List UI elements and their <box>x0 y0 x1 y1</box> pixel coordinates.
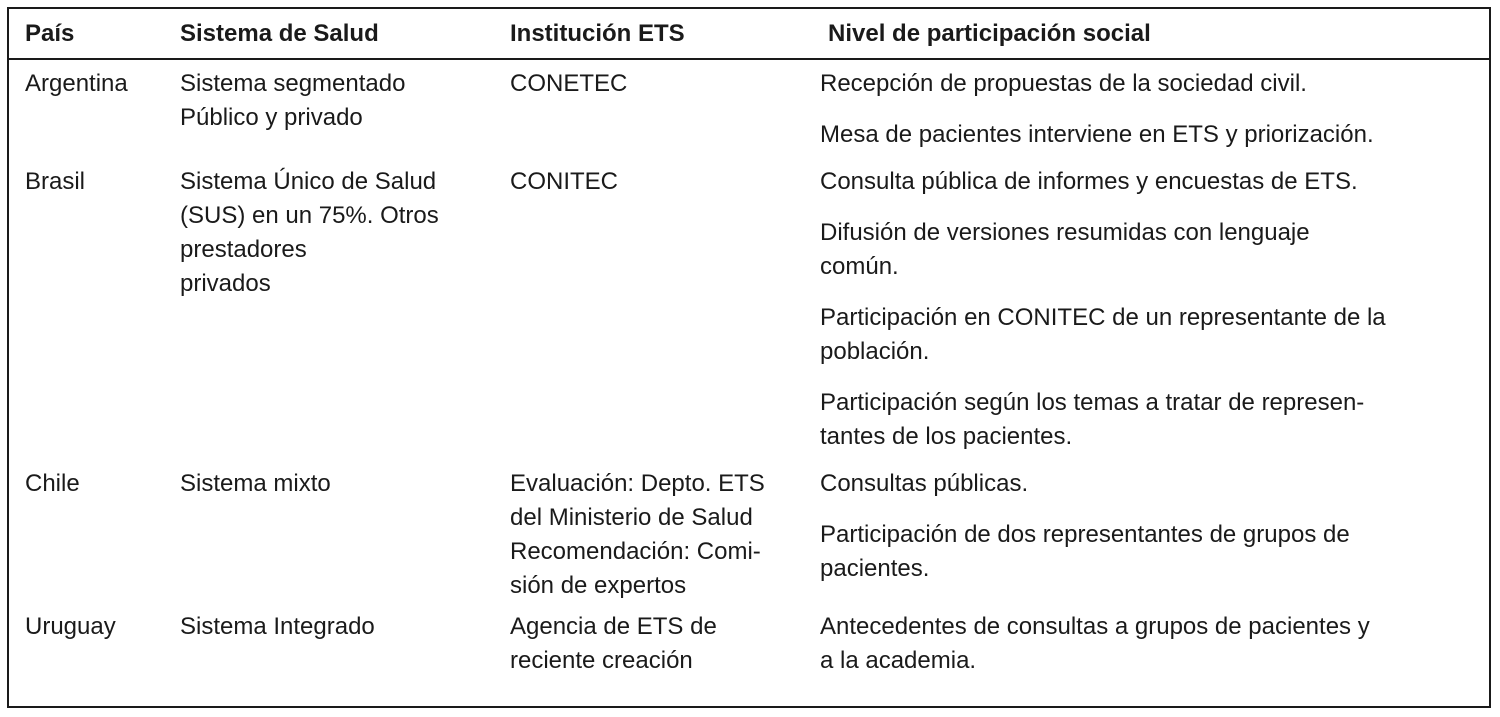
cell-institution-line: Agencia de ETS de <box>510 613 717 640</box>
participation-item <box>820 386 1481 460</box>
table-body <box>9 59 1489 684</box>
cell-participation <box>812 460 1489 603</box>
participation-item <box>820 67 1481 118</box>
cell-institution-line: sión de expertos <box>510 572 687 599</box>
header-country: País <box>9 9 164 59</box>
participation-item <box>820 518 1481 592</box>
cell-health-system <box>164 59 494 158</box>
participation-line: Participación de dos representantes de grupos de <box>820 521 1350 548</box>
cell-health-system <box>164 460 494 603</box>
participation-line: tantes de los pacientes. <box>820 423 1073 450</box>
table-row <box>9 158 1489 460</box>
header-participation: Nivel de participación social <box>812 9 1489 59</box>
cell-health-system-line: Sistema mixto <box>180 470 331 497</box>
participation-line: común. <box>820 253 899 280</box>
participation-line: Consulta pública de informes y encuestas de ETS. <box>820 168 1358 195</box>
cell-health-system-line: Público y privado <box>180 104 363 131</box>
cell-institution <box>494 460 812 603</box>
cell-health-system-line: privados <box>180 270 271 297</box>
cell-institution <box>494 603 812 684</box>
participation-item <box>820 118 1481 158</box>
participation-line: Recepción de propuestas de la sociedad civil. <box>820 70 1307 97</box>
header-health-system: Sistema de Salud <box>164 9 494 59</box>
table-row <box>9 460 1489 603</box>
participation-item <box>820 610 1481 684</box>
cell-country: Chile <box>25 470 80 497</box>
cell-health-system-line: (SUS) en un 75%. Otros <box>180 202 439 229</box>
participation-item <box>820 467 1481 518</box>
cell-institution-line: CONETEC <box>510 70 628 97</box>
table-header <box>9 9 1489 59</box>
participation-line: Difusión de versiones resumidas con lenguaje <box>820 219 1310 246</box>
cell-institution-line: del Ministerio de Salud <box>510 504 753 531</box>
cell-institution <box>494 158 812 460</box>
table-row <box>9 59 1489 158</box>
participation-line: Participación en CONITEC de un representante de la <box>820 304 1386 331</box>
cell-institution-line: Evaluación: Depto. ETS <box>510 470 765 497</box>
participation-line: Mesa de pacientes interviene en ETS y priorización. <box>820 121 1374 148</box>
cell-country: Uruguay <box>25 613 116 640</box>
cell-health-system-line: Sistema segmentado <box>180 70 406 97</box>
cell-country: Brasil <box>25 168 86 195</box>
cell-institution-line: Recomendación: Comi- <box>510 538 761 565</box>
participation-line: Participación según los temas a tratar de represen- <box>820 389 1365 416</box>
cell-participation <box>812 603 1489 684</box>
participation-line: pacientes. <box>820 555 930 582</box>
cell-health-system <box>164 603 494 684</box>
cell-institution-line: CONITEC <box>510 168 618 195</box>
cell-health-system <box>164 158 494 460</box>
cell-health-system-line: Sistema Integrado <box>180 613 375 640</box>
cell-institution-line: reciente creación <box>510 647 693 674</box>
participation-item <box>820 301 1481 386</box>
participation-line: a la academia. <box>820 647 977 674</box>
cell-health-system-line: Sistema Único de Salud <box>180 168 437 195</box>
cell-country: Argentina <box>25 70 128 97</box>
participation-line: Antecedentes de consultas a grupos de pacientes y <box>820 613 1370 640</box>
header-institution: Institución ETS <box>494 9 812 59</box>
table <box>9 9 1489 684</box>
participation-table <box>7 7 1491 708</box>
participation-item <box>820 165 1481 216</box>
participation-item <box>820 216 1481 301</box>
table-row <box>9 603 1489 684</box>
participation-line: población. <box>820 338 930 365</box>
cell-health-system-line: prestadores <box>180 236 307 263</box>
cell-institution <box>494 59 812 158</box>
cell-participation <box>812 158 1489 460</box>
cell-participation <box>812 59 1489 158</box>
participation-line: Consultas públicas. <box>820 470 1029 497</box>
